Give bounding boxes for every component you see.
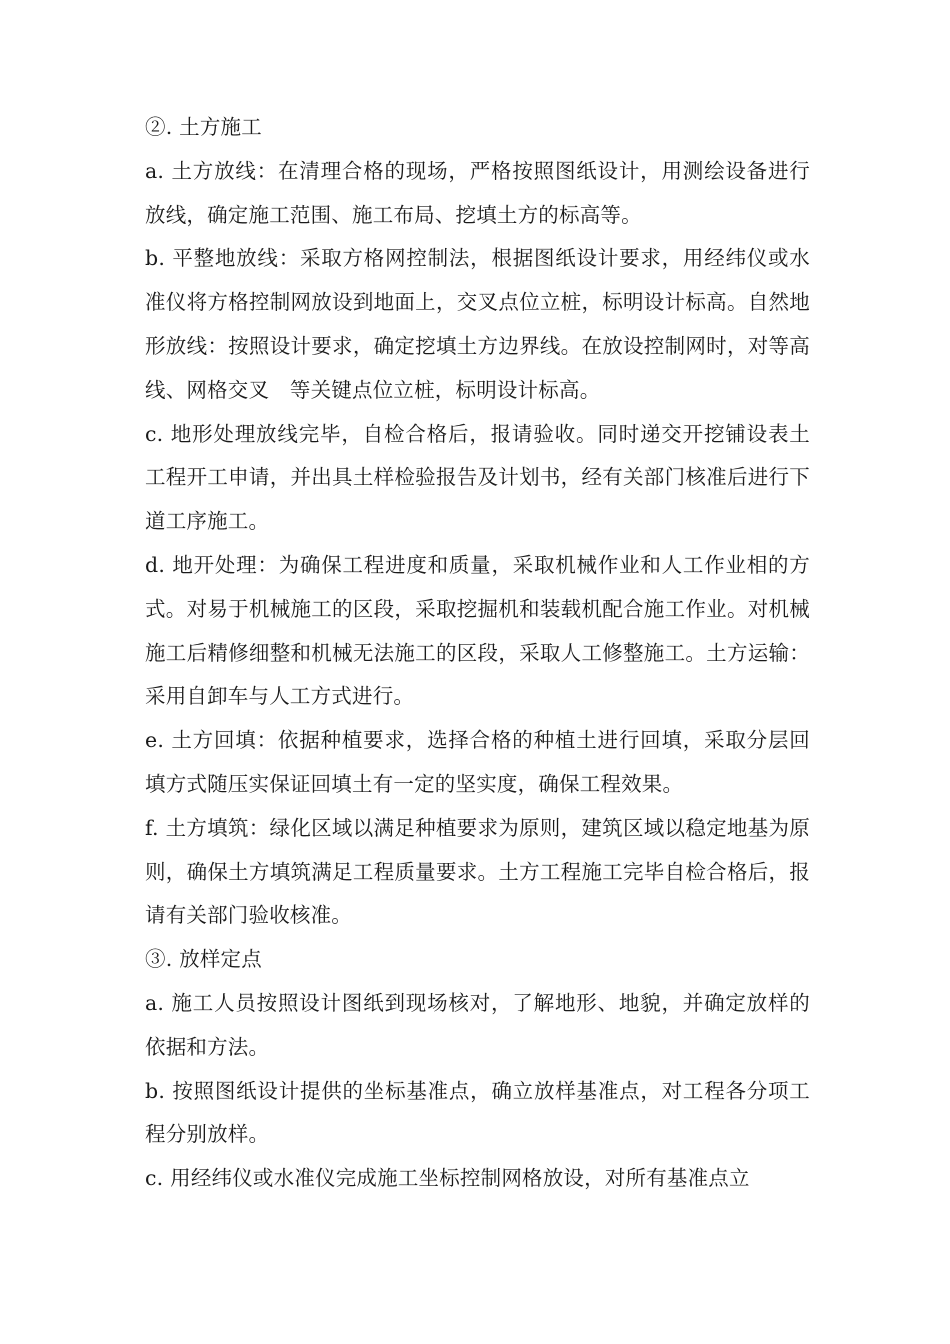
- paragraph-earth-filling: f. 土方填筑：绿化区域以满足种植要求为原则，建筑区域以稳定地基为原则，确保土方填筑满足工程质量要求。土方工程施工完毕自检合格后，报请有关部门验收核准。: [145, 815, 810, 928]
- paragraph-backfill: e. 土方回填：依据种植要求，选择合格的种植土进行回填，采取分层回填方式随压实保证回填土有一定的坚实度，确保工程效果。: [145, 728, 810, 796]
- paragraph-benchmark-points: b. 按照图纸设计提供的坐标基准点，确立放样基准点，对工程各分项工程分别放样。: [145, 1078, 810, 1147]
- section-heading-earthwork: ②. 土方施工: [145, 115, 262, 139]
- paragraph-inspection-acceptance: c. 地形处理放线完毕，自检合格后，报请验收。同时递交开挖铺设表土工程开工申请，并出具土样检验报告及计划书，经有关部门核准后进行下道工序施工。: [145, 421, 810, 534]
- paragraph-ground-treatment: d. 地开处理：为确保工程进度和质量，采取机械作业和人工作业相的方式。对易于机械施工的区段，采取挖掘机和装载机配合施工作业。对机械施工后精修细整和机械无法施工的区段，采取人工修整施工。土方运输：采用自卸车与人工方式进行。: [145, 552, 810, 709]
- section-heading-staking: ③. 放样定点: [145, 947, 262, 972]
- paragraph-site-check: a. 施工人员按照设计图纸到现场核对，了解地形、地貌，并确定放样的依据和方法。: [145, 990, 810, 1059]
- paragraph-earthwork-layout: a. 土方放线：在清理合格的现场，严格按照图纸设计，用测绘设备进行放线，确定施工范围、施工布局、挖填土方的标高等。: [145, 158, 810, 227]
- document-body: [145, 106, 810, 1201]
- paragraph-leveling-layout: b. 平整地放线：采取方格网控制法，根据图纸设计要求，用经纬仪或水准仪将方格控制网放设到地面上，交叉点位立桩，标明设计标高。自然地形放线：按照设计要求，确定挖填土方边界线。在放设控制网时，对等高线、网格交叉 等关键点位立桩，标明设计标高。: [145, 246, 810, 402]
- paragraph-control-grid: c. 用经纬仪或水准仪完成施工坐标控制网格放设，对所有基准点立: [145, 1166, 750, 1191]
